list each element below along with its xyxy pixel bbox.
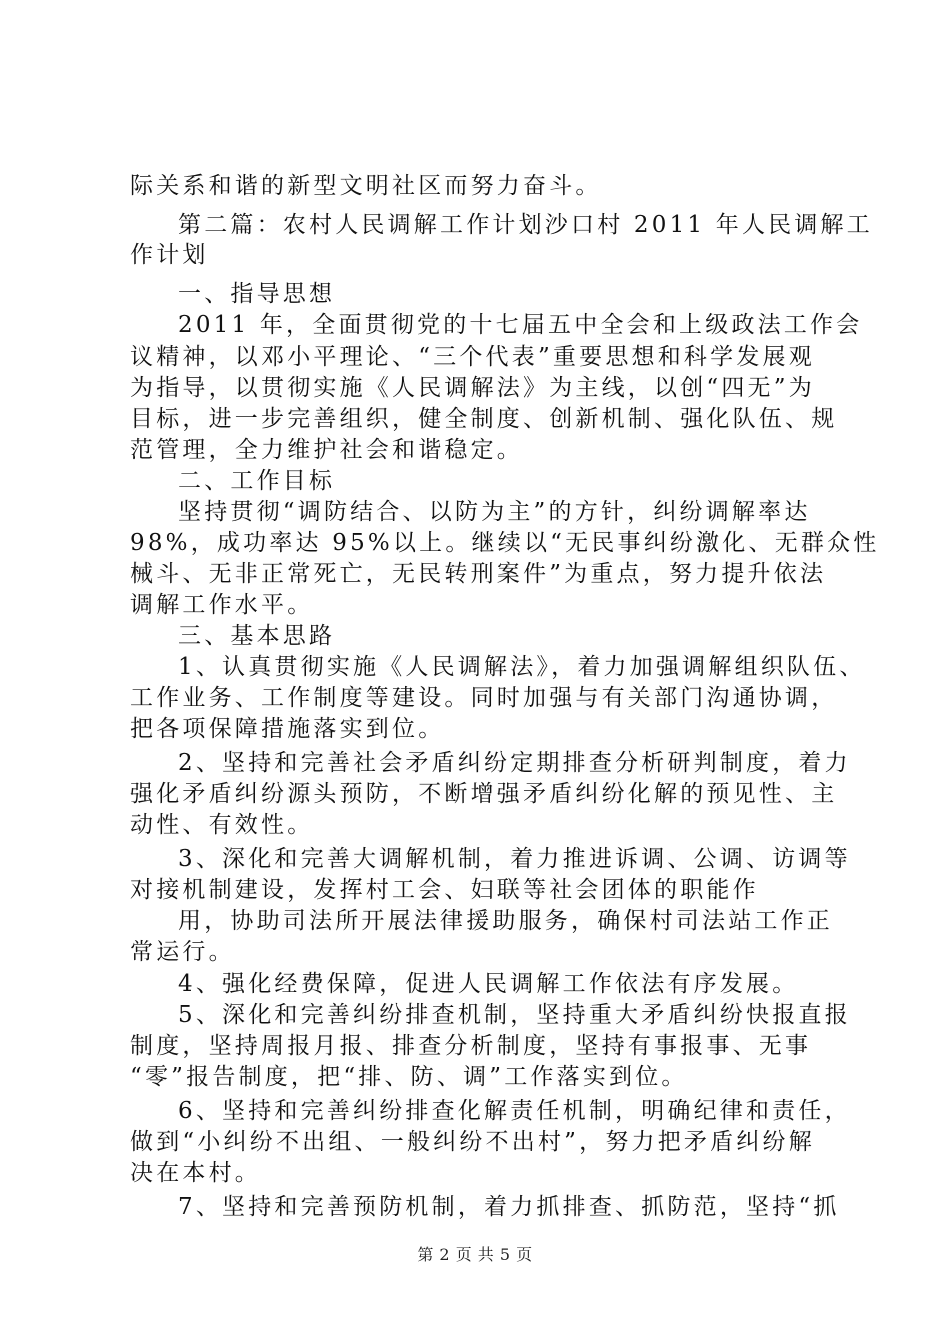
text-line: 常运行。 <box>130 939 235 965</box>
text-line: 强化矛盾纠纷源头预防，不断增强矛盾纠纷化解的预见性、主 <box>130 781 838 807</box>
text-line: 调解工作水平。 <box>130 592 314 618</box>
text-line: 用，协助司法所开展法律援助服务，确保村司法站工作正 <box>178 908 833 934</box>
section-heading: 第二篇：农村人民调解工作计划沙口村 2011 年人民调解工 <box>178 212 873 238</box>
text-line: 1、认真贯彻实施《人民调解法》，着力加强调解组织队伍、 <box>178 654 866 680</box>
subheading: 一、指导思想 <box>178 281 336 307</box>
text-line: 98%，成功率达 95%以上。继续以“无民事纠纷激化、无群众性 <box>130 530 880 556</box>
text-line: 做到“小纠纷不出组、一般纠纷不出村”，努力把矛盾纠纷解 <box>130 1129 815 1155</box>
text-line: 械斗、无非正常死亡，无民转刑案件”为重点，努力提升依法 <box>130 561 827 587</box>
text-line: 对接机制建设，发挥村工会、妇联等社会团体的职能作 <box>130 877 759 903</box>
text-line: 际关系和谐的新型文明社区而努力奋斗。 <box>130 173 602 199</box>
text-line: 目标，进一步完善组织，健全制度、创新机制、强化队伍、规 <box>130 406 838 432</box>
text-line: 作计划 <box>130 242 209 268</box>
text-line: “零”报告制度，把“排、防、调”工作落实到位。 <box>130 1064 688 1090</box>
text-line: 6、坚持和完善纠纷排查化解责任机制，明确纪律和责任， <box>178 1098 851 1124</box>
text-line: 把各项保障措施落实到位。 <box>130 716 445 742</box>
text-line: 动性、有效性。 <box>130 812 314 838</box>
text-line: 4、强化经费保障，促进人民调解工作依法有序发展。 <box>178 971 799 997</box>
text-line: 制度，坚持周报月报、排查分析制度，坚持有事报事、无事 <box>130 1033 812 1059</box>
subheading: 二、工作目标 <box>178 468 336 494</box>
text-line: 范管理，全力维护社会和谐稳定。 <box>130 437 523 463</box>
text-line: 5、深化和完善纠纷排查机制，坚持重大矛盾纠纷快报直报 <box>178 1002 851 1028</box>
text-line: 2011 年，全面贯彻党的十七届五中全会和上级政法工作会 <box>178 312 863 338</box>
text-line: 7、坚持和完善预防机制，着力抓排查、抓防范，坚持“抓 <box>178 1194 840 1220</box>
subheading: 三、基本思路 <box>178 623 336 649</box>
text-line: 决在本村。 <box>130 1160 261 1186</box>
text-line: 工作业务、工作制度等建设。同时加强与有关部门沟通协调， <box>130 685 838 711</box>
text-line: 2、坚持和完善社会矛盾纠纷定期排查分析研判制度，着力 <box>178 750 851 776</box>
page-number-footer: 第 2 页 共 5 页 <box>417 1245 533 1264</box>
text-line: 议精神，以邓小平理论、“三个代表”重要思想和科学发展观 <box>130 344 815 370</box>
text-line: 坚持贯彻“调防结合、以防为主”的方针，纠纷调解率达 <box>178 499 811 525</box>
text-line: 3、深化和完善大调解机制，着力推进诉调、公调、访调等 <box>178 846 851 872</box>
text-line: 为指导，以贯彻实施《人民调解法》为主线，以创“四无”为 <box>130 375 815 401</box>
